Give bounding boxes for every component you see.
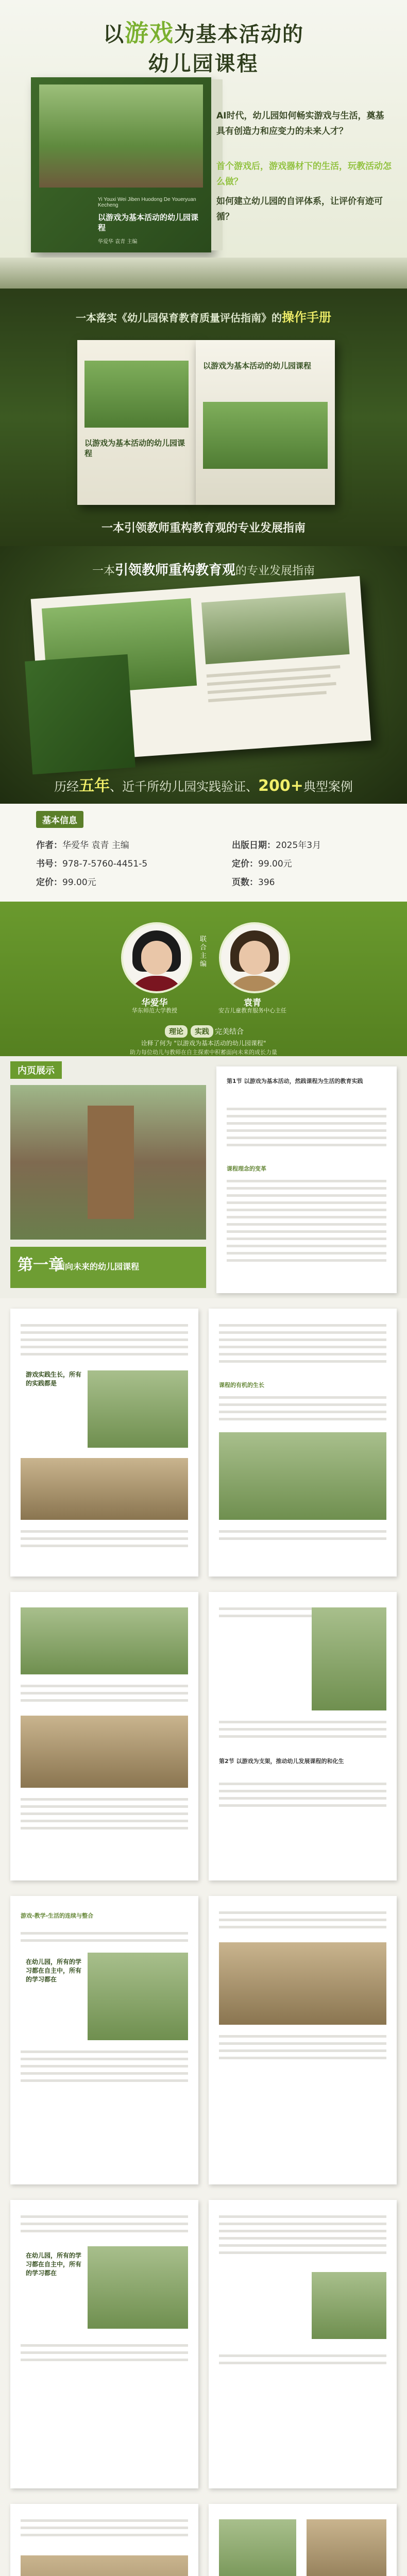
professional-guide-banner — [0, 546, 407, 804]
book-mockup-right-photo — [203, 402, 328, 469]
info-price-2 — [36, 875, 96, 888]
text-line — [21, 2351, 188, 2354]
info-isbn — [36, 856, 147, 869]
info-price-key: 定价： — [232, 859, 258, 869]
book-spread-image — [31, 576, 371, 764]
inner-photo-3 — [219, 1432, 386, 1520]
info-date-key: 出版日期： — [232, 840, 276, 851]
inner-photo-2 — [21, 1458, 188, 1520]
text-line — [21, 1685, 188, 1687]
building-tower — [88, 1106, 134, 1219]
stats-pre: 历经 — [54, 779, 79, 794]
inner-page-4 — [10, 1592, 198, 1880]
text-line — [227, 1144, 386, 1146]
text-line — [21, 1798, 188, 1801]
hero-floor-decoration — [0, 258, 407, 289]
info-isbn-key: 书号： — [36, 859, 62, 869]
text-line — [21, 1692, 188, 1694]
stats-years: 五年 — [79, 777, 110, 795]
book-mockup-left-title: 以游戏为基本活动的幼儿园课程 — [84, 438, 185, 458]
book-cover-photo — [39, 84, 203, 188]
hero-title-post: 为基本活动的 — [174, 23, 304, 46]
info-price2-key: 定价： — [36, 877, 62, 888]
stats-mid: 、近千所 — [110, 779, 160, 794]
info-pages — [232, 875, 275, 888]
text-line — [219, 2362, 386, 2364]
handbook-pre: 一本落实《 — [76, 312, 127, 324]
pill-practice: 实践 — [191, 1025, 213, 1038]
author-photo-face — [141, 941, 172, 975]
inner-photo-4 — [21, 1607, 188, 1674]
text-line — [219, 1911, 386, 1914]
text-line — [21, 1537, 188, 1540]
text-line — [21, 2534, 188, 2536]
text-line — [21, 1324, 188, 1327]
basic-info-section — [0, 804, 407, 902]
text-line — [227, 1122, 386, 1125]
text-line — [227, 1194, 386, 1197]
text-line — [227, 1115, 386, 1117]
author-name-yuan: 袁青 — [244, 998, 261, 1008]
stats-mid2: 幼儿园实践验证、 — [159, 779, 259, 794]
inner-page-11 — [209, 2504, 397, 2576]
guide-stats — [0, 773, 407, 795]
basic-info-tag: 基本信息 — [36, 811, 83, 828]
text-line — [21, 2519, 188, 2522]
book-cover-en-title: Yi Youxi Wei Jiben Huodong De Youeryuan Kecheng — [98, 197, 196, 208]
hero-title-highlight: 游戏 — [125, 19, 174, 47]
info-price2-value: 99.00元 — [62, 877, 96, 888]
handbook-banner — [0, 289, 407, 546]
text-line — [219, 1324, 386, 1327]
guide-post: 的专业发展指南 — [235, 565, 315, 578]
text-line — [219, 1338, 386, 1341]
text-line — [21, 2065, 188, 2067]
text-line — [219, 1797, 386, 1800]
authors-line-3: 助力每位幼儿与教师在自主探索中积蓄面向未来的成长力量 — [130, 1049, 277, 1056]
text-line — [219, 1403, 386, 1406]
text-line — [21, 2527, 188, 2529]
callout-2: 在幼儿园，所有的学习都在自主中，所有的学习都在 — [26, 1958, 82, 1983]
text-line — [21, 1820, 188, 1822]
text-line — [219, 1804, 386, 1807]
text-line — [227, 1245, 386, 1247]
inner-photo-11 — [21, 2555, 188, 2576]
inner-page-6 — [10, 1896, 198, 2184]
book-mockup-right-title: 以游戏为基本活动的幼儿园课程 — [203, 361, 312, 370]
text-line — [219, 1919, 386, 1921]
text-line — [219, 1790, 386, 1792]
text-line — [227, 1259, 386, 1262]
inner-photo-6 — [312, 1607, 386, 1710]
authors-section — [0, 902, 407, 1056]
callout-3: 在幼儿园，所有的学习都在自主中，所有的学习都在 — [26, 2252, 82, 2277]
co-editor-label: 联合主编 — [200, 936, 207, 968]
spread-green-book — [25, 654, 135, 774]
text-line — [227, 1216, 386, 1218]
text-line — [227, 1238, 386, 1240]
text-line — [227, 1180, 386, 1182]
info-isbn-value: 978-7-5760-4451-5 — [62, 859, 148, 869]
inner-photo-5 — [21, 1716, 188, 1788]
text-line — [219, 1331, 386, 1334]
authors-tagline — [0, 1025, 407, 1038]
stats-post: 典型案例 — [303, 779, 353, 794]
text-line — [21, 1331, 188, 1334]
text-line — [219, 2230, 386, 2232]
text-line — [219, 1353, 386, 1355]
text-line — [227, 1108, 386, 1110]
text-line — [219, 1735, 386, 1738]
inner-page-8 — [10, 2200, 198, 2488]
handbook-headline — [0, 307, 407, 325]
text-line — [219, 2215, 386, 2218]
text-line — [21, 1932, 188, 1935]
inner-photo-12 — [219, 2519, 296, 2576]
handbook-subline: 一本引领教师重构教育观的专业发展指南 — [101, 522, 306, 535]
text-line — [227, 1201, 386, 1204]
inner-page-10 — [10, 2504, 198, 2576]
authors-line-2: 诠释了何为 "以游戏为基本活动的幼儿园课程" — [141, 1040, 266, 1047]
hero-question-1: AI时代，幼儿园如何畅实游戏与生活，奠基具有创造力和应变力的未来人才？ — [216, 111, 384, 137]
text-line — [219, 2042, 386, 2045]
text-line — [219, 1396, 386, 1399]
text-line — [21, 2359, 188, 2361]
inner-photo-8 — [219, 1942, 386, 2025]
text-line — [219, 1418, 386, 1420]
spread-photo-right — [201, 592, 350, 664]
text-line — [219, 2223, 386, 2225]
text-line — [219, 2057, 386, 2059]
guide-pre: 一本 — [92, 565, 115, 578]
subheading-2: 课程的有机的生长 — [219, 1382, 264, 1388]
hero-question-3: 如何建立幼儿园的自评体系，让评价有迹可循？ — [216, 196, 383, 222]
info-pages-key: 页数： — [232, 877, 258, 888]
text-line — [219, 2049, 386, 2052]
guide-headline — [0, 560, 407, 579]
handbook-mid: 》的 — [261, 312, 282, 324]
text-line — [21, 1530, 188, 1533]
book-mockup-right — [196, 340, 335, 505]
info-price-value: 99.00元 — [258, 859, 292, 869]
text-line — [219, 1411, 386, 1413]
text-line — [21, 2215, 188, 2218]
text-line — [219, 1721, 386, 1723]
text-line — [21, 2072, 188, 2075]
text-line — [227, 1209, 386, 1211]
text-line — [21, 2344, 188, 2347]
author-photo-face — [239, 941, 270, 975]
text-line — [219, 1926, 386, 1928]
info-price — [232, 856, 292, 869]
text-line — [219, 1728, 386, 1731]
tagline-post: 完美结合 — [215, 1028, 244, 1036]
inner-photo-7 — [88, 1953, 188, 2040]
text-line — [227, 1223, 386, 1226]
text-line — [227, 1137, 386, 1139]
text-line — [21, 1805, 188, 1808]
guide-bold: 引领教师重构教育观 — [114, 563, 235, 578]
text-line — [21, 2058, 188, 2060]
inner-page-1 — [216, 1066, 397, 1293]
section-2-title: 第2节 以游戏为支架，推动幼儿发展课程的和化生 — [219, 1758, 344, 1765]
hero-question-2: 首个游戏后，游戏器材下的生活，玩教活动怎么做？ — [216, 161, 392, 187]
book-cover-authors: 华爱华 袁青 主编 — [98, 239, 138, 245]
book-mockup-left-photo — [84, 361, 189, 428]
text-line — [21, 1939, 188, 1942]
text-line — [227, 1187, 386, 1190]
info-date-value: 2025年3月 — [276, 840, 321, 851]
subheading-1: 课程理念的变革 — [227, 1165, 266, 1172]
author-affiliation-hua: 华东师范大学教授 — [132, 1007, 177, 1014]
chapter-title: 面向未来的幼儿园课程 — [57, 1262, 140, 1272]
hero-title-pre: 以 — [103, 23, 125, 46]
text-line — [21, 1812, 188, 1815]
book-mockup-left — [77, 340, 196, 505]
subheading-3: 游戏-教学-生活的连续与整合 — [21, 1912, 94, 1919]
text-line — [219, 1537, 386, 1540]
text-line — [21, 1338, 188, 1341]
inner-photo-10 — [312, 2272, 386, 2339]
inner-photo-9 — [88, 2246, 188, 2329]
inner-page-5 — [209, 1592, 397, 1880]
info-author-value: 华爱华 袁青 主编 — [62, 840, 129, 851]
handbook-highlight: 操作手册 — [282, 310, 331, 325]
text-line — [21, 2079, 188, 2082]
book-cover-image — [31, 77, 211, 252]
text-line — [21, 1353, 188, 1355]
hero-title-line1 — [0, 14, 407, 48]
text-line — [21, 2223, 188, 2225]
handbook-guide-name: 幼儿园保育教育质量评估指南 — [127, 312, 261, 324]
info-pages-value: 396 — [258, 877, 275, 888]
author-photo-hua — [121, 922, 192, 993]
inner-pages-tag: 内页展示 — [10, 1061, 62, 1079]
inner-photo-1 — [88, 1370, 188, 1448]
text-line — [21, 1346, 188, 1348]
text-line — [219, 1360, 386, 1363]
text-line — [21, 1545, 188, 1547]
inner-page-2 — [10, 1309, 198, 1577]
info-date — [232, 838, 321, 851]
text-line — [21, 1699, 188, 1702]
text-line — [219, 2035, 386, 2038]
hero-title-line2: 幼儿园课程 — [148, 52, 259, 76]
author-photo-yuan — [219, 922, 290, 993]
inner-pages-section — [0, 1056, 407, 2576]
text-line — [219, 1346, 386, 1348]
book-cover-cn-title: 以游戏为基本活动的幼儿园课程 — [98, 213, 199, 232]
text-line — [219, 2354, 386, 2357]
chapter-number: 第一章 — [18, 1256, 64, 1274]
author-photo-body — [128, 976, 185, 993]
stats-count: 200+ — [258, 777, 303, 795]
author-affiliation-yuan: 安吉儿童教育服务中心主任 — [218, 1007, 286, 1014]
text-line — [219, 1530, 386, 1533]
author-photo-body — [226, 976, 283, 993]
text-line — [219, 2244, 386, 2247]
inner-photo-building — [10, 1085, 206, 1240]
section-1-title: 第1节 以游戏为基本活动，然践课程为生活的教育实践 — [227, 1078, 363, 1084]
info-author — [36, 838, 129, 851]
inner-page-9 — [209, 2200, 397, 2488]
text-line — [227, 1129, 386, 1132]
text-line — [227, 1252, 386, 1255]
inner-photo-13 — [307, 2519, 386, 2576]
pill-theory: 理论 — [165, 1025, 188, 1038]
text-line — [21, 1827, 188, 1829]
author-name-hua: 华爱华 — [141, 998, 168, 1008]
inner-page-3 — [209, 1309, 397, 1577]
callout-1: 游戏实践生长，所有的实践都是 — [26, 1371, 82, 1387]
inner-pages-header — [0, 1056, 407, 1298]
inner-page-7 — [209, 1896, 397, 2184]
text-line — [219, 2237, 386, 2240]
hero-section — [0, 0, 407, 289]
chapter-banner — [10, 1247, 206, 1288]
text-line — [219, 2251, 386, 2254]
text-line — [21, 2050, 188, 2053]
info-author-key: 作者： — [36, 840, 62, 851]
text-line — [219, 1783, 386, 1785]
text-line — [21, 2230, 188, 2232]
text-line — [227, 1230, 386, 1233]
